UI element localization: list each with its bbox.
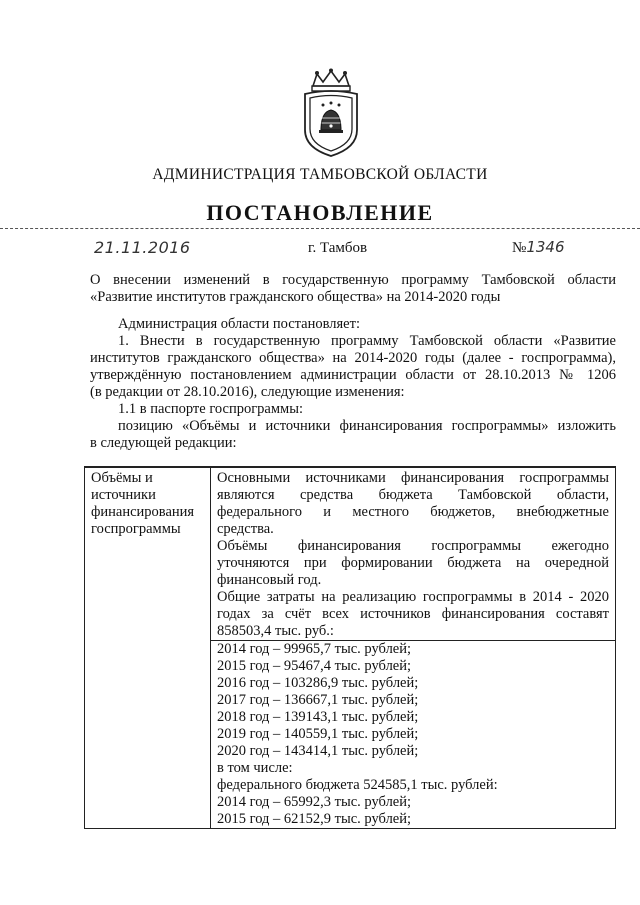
table-label-cell [85, 467, 211, 829]
subject-line: О внесении изменений в государственную программу Тамбовской области [90, 272, 616, 288]
organization-name: АДМИНИСТРАЦИЯ ТАМБОВСКОЙ ОБЛАСТИ [152, 166, 488, 183]
table-content-cell [211, 467, 616, 641]
item-paragraph: 1.1 в паспорте госпрограммы: [118, 401, 303, 417]
year-line: 2014 год – 99965,7 тыс. рублей; [217, 641, 412, 657]
year-line: 2014 год – 65992,3 тыс. рублей; [217, 794, 412, 810]
paragraph-line: позицию «Объёмы и источники финансирования госпрограммы» изложить [118, 418, 616, 434]
coat-of-arms-emblem [299, 68, 363, 158]
label-line: Объёмы и [91, 470, 153, 486]
document-body [90, 316, 616, 452]
content-line: финансовый год. [217, 572, 322, 588]
document-city: г. Тамбов [308, 240, 368, 256]
intro-paragraph: Администрация области постановляет: [118, 316, 360, 332]
document-date: 21.11.2016 [94, 238, 191, 257]
label-line: источники [91, 487, 156, 503]
paragraph-line: в следующей редакции: [90, 435, 237, 451]
content-line: Объёмы финансирования госпрограммы ежегодно [217, 538, 609, 554]
including-line: в том числе: [217, 760, 293, 776]
label-line: госпрограммы [91, 521, 181, 537]
table-yearly-cell [211, 641, 616, 829]
document-number [512, 238, 565, 257]
year-line: 2018 год – 139143,1 тыс. рублей; [217, 709, 419, 725]
paragraph-line: институтов гражданского общества» на 2014-2020 годы (далее - госпрограмма), [90, 350, 616, 366]
document-subject [90, 272, 616, 306]
number-value: 1346 [526, 238, 565, 256]
paragraph-line: 1. Внести в государственную программу Тамбовской области «Развитие [118, 333, 616, 349]
content-line: 858503,4 тыс. руб.: [217, 623, 334, 639]
year-line: 2015 год – 95467,4 тыс. рублей; [217, 658, 412, 674]
document-type-title: ПОСТАНОВЛЕНИЕ [206, 200, 434, 225]
content-line: являются средства бюджета Тамбовской области, [217, 487, 609, 503]
table-row [85, 467, 616, 641]
content-line: годах за счёт всех источников финансирования составят [217, 606, 609, 622]
content-line: Основными источниками финансирования госпрограммы [217, 470, 609, 486]
content-line: уточняются при формировании бюджета на очередной [217, 555, 609, 571]
content-line: средства. [217, 521, 274, 537]
subject-line: «Развитие институтов гражданского общества» на 2014-2020 годы [90, 289, 501, 305]
year-line: 2017 год – 136667,1 тыс. рублей; [217, 692, 419, 708]
content-line: Общие затраты на реализацию госпрограммы в 2014 - 2020 [217, 589, 609, 605]
paragraph-line: (в редакции от 28.10.2016), следующие изменения: [90, 384, 405, 400]
year-line: 2020 год – 143414,1 тыс. рублей; [217, 743, 419, 759]
year-line: 2015 год – 62152,9 тыс. рублей; [217, 811, 412, 827]
year-line: 2019 год – 140559,1 тыс. рублей; [217, 726, 419, 742]
year-line: 2016 год – 103286,9 тыс. рублей; [217, 675, 419, 691]
federal-line: федерального бюджета 524585,1 тыс. рублей: [217, 777, 498, 793]
content-line: федерального и местного бюджетов, внебюджетные [217, 504, 609, 520]
financing-table [84, 466, 616, 829]
header-divider [0, 228, 640, 229]
label-line: финансирования [91, 504, 195, 520]
paragraph-line: утверждённую постановлением администрации области от 28.10.2013 № 1206 [90, 367, 616, 383]
number-prefix: № [512, 240, 527, 256]
